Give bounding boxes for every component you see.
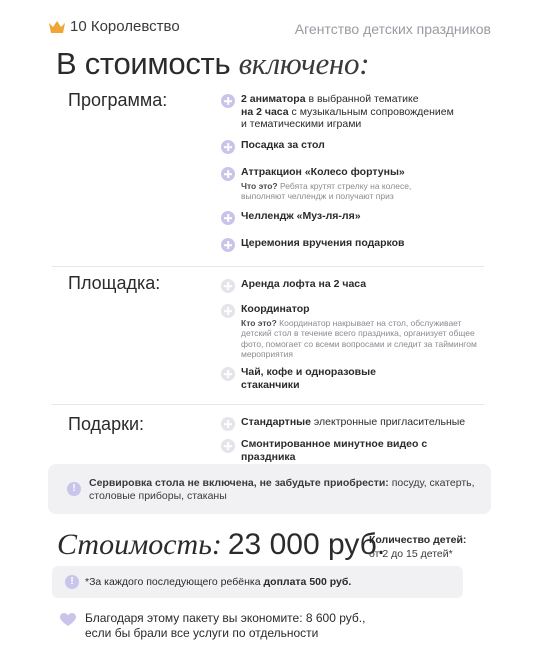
list-item: Аттракцион «Колесо фортуны» Что это? Ребята крутят стрелку на колесе, выполняют челлендж и получают приз bbox=[221, 166, 481, 202]
plus-icon bbox=[221, 140, 235, 154]
brand[interactable] bbox=[48, 18, 180, 35]
plus-icon bbox=[221, 167, 235, 181]
kids-count: Количество детей: от 2 до 15 детей* bbox=[369, 534, 467, 560]
plus-icon bbox=[221, 94, 235, 108]
section-title-gifts: Подарки: bbox=[68, 414, 145, 434]
list-item: Церемония вручения подарков bbox=[221, 237, 481, 252]
agency-tagline: Агентство детских праздников bbox=[294, 21, 491, 37]
table-setting-notice: ! Сервировка стола не включена, не забудьте приобрести: посуду, скатерть, столовые приборы, стаканы bbox=[48, 464, 491, 514]
extra-charge-notice: ! *За каждого последующего ребёнка доплата 500 руб. bbox=[52, 566, 463, 598]
price-block bbox=[57, 528, 385, 562]
list-item: Смонтированное минутное видео с праздника bbox=[221, 438, 481, 463]
list-item: Чай, кофе и одноразовые стаканчики bbox=[221, 366, 481, 391]
plus-icon bbox=[221, 304, 235, 318]
divider bbox=[52, 266, 484, 267]
section-title-venue: Площадка: bbox=[68, 273, 161, 293]
plus-icon bbox=[221, 439, 235, 453]
heart-icon bbox=[60, 613, 76, 627]
exclamation-icon: ! bbox=[65, 575, 79, 589]
plus-icon bbox=[221, 279, 235, 293]
list-item: Челлендж «Муз-ля-ля» bbox=[221, 210, 481, 225]
price-value: 23 000 руб. bbox=[227, 528, 386, 561]
list-item: Посадка за стол bbox=[221, 139, 481, 154]
crown-icon bbox=[48, 19, 66, 35]
divider bbox=[52, 404, 484, 405]
section-title-program: Программа: bbox=[68, 90, 168, 110]
top-bar bbox=[0, 14, 540, 42]
brand-name: 10 Королевство bbox=[70, 18, 180, 35]
list-item: Координатор Кто это? Координатор накрывает на стол, обслуживает детский стол в течение всего праздника, организует общее фото, помогает со всеми вопросами и следит за таймингом мероприятия bbox=[221, 303, 481, 360]
exclamation-icon: ! bbox=[67, 482, 81, 496]
list-item: 2 аниматора в выбранной тематике на 2 часа с музыкальным сопровождением и тематическими играми bbox=[221, 93, 481, 131]
page-title: В стоимость включено: bbox=[56, 46, 370, 81]
list-item: Стандартные электронные пригласительные bbox=[221, 416, 481, 431]
list-item: Аренда лофта на 2 часа bbox=[221, 278, 481, 293]
plus-icon bbox=[221, 211, 235, 225]
plus-icon bbox=[221, 417, 235, 431]
price-label: Стоимость: bbox=[57, 528, 222, 561]
plus-icon bbox=[221, 367, 235, 381]
plus-icon bbox=[221, 238, 235, 252]
